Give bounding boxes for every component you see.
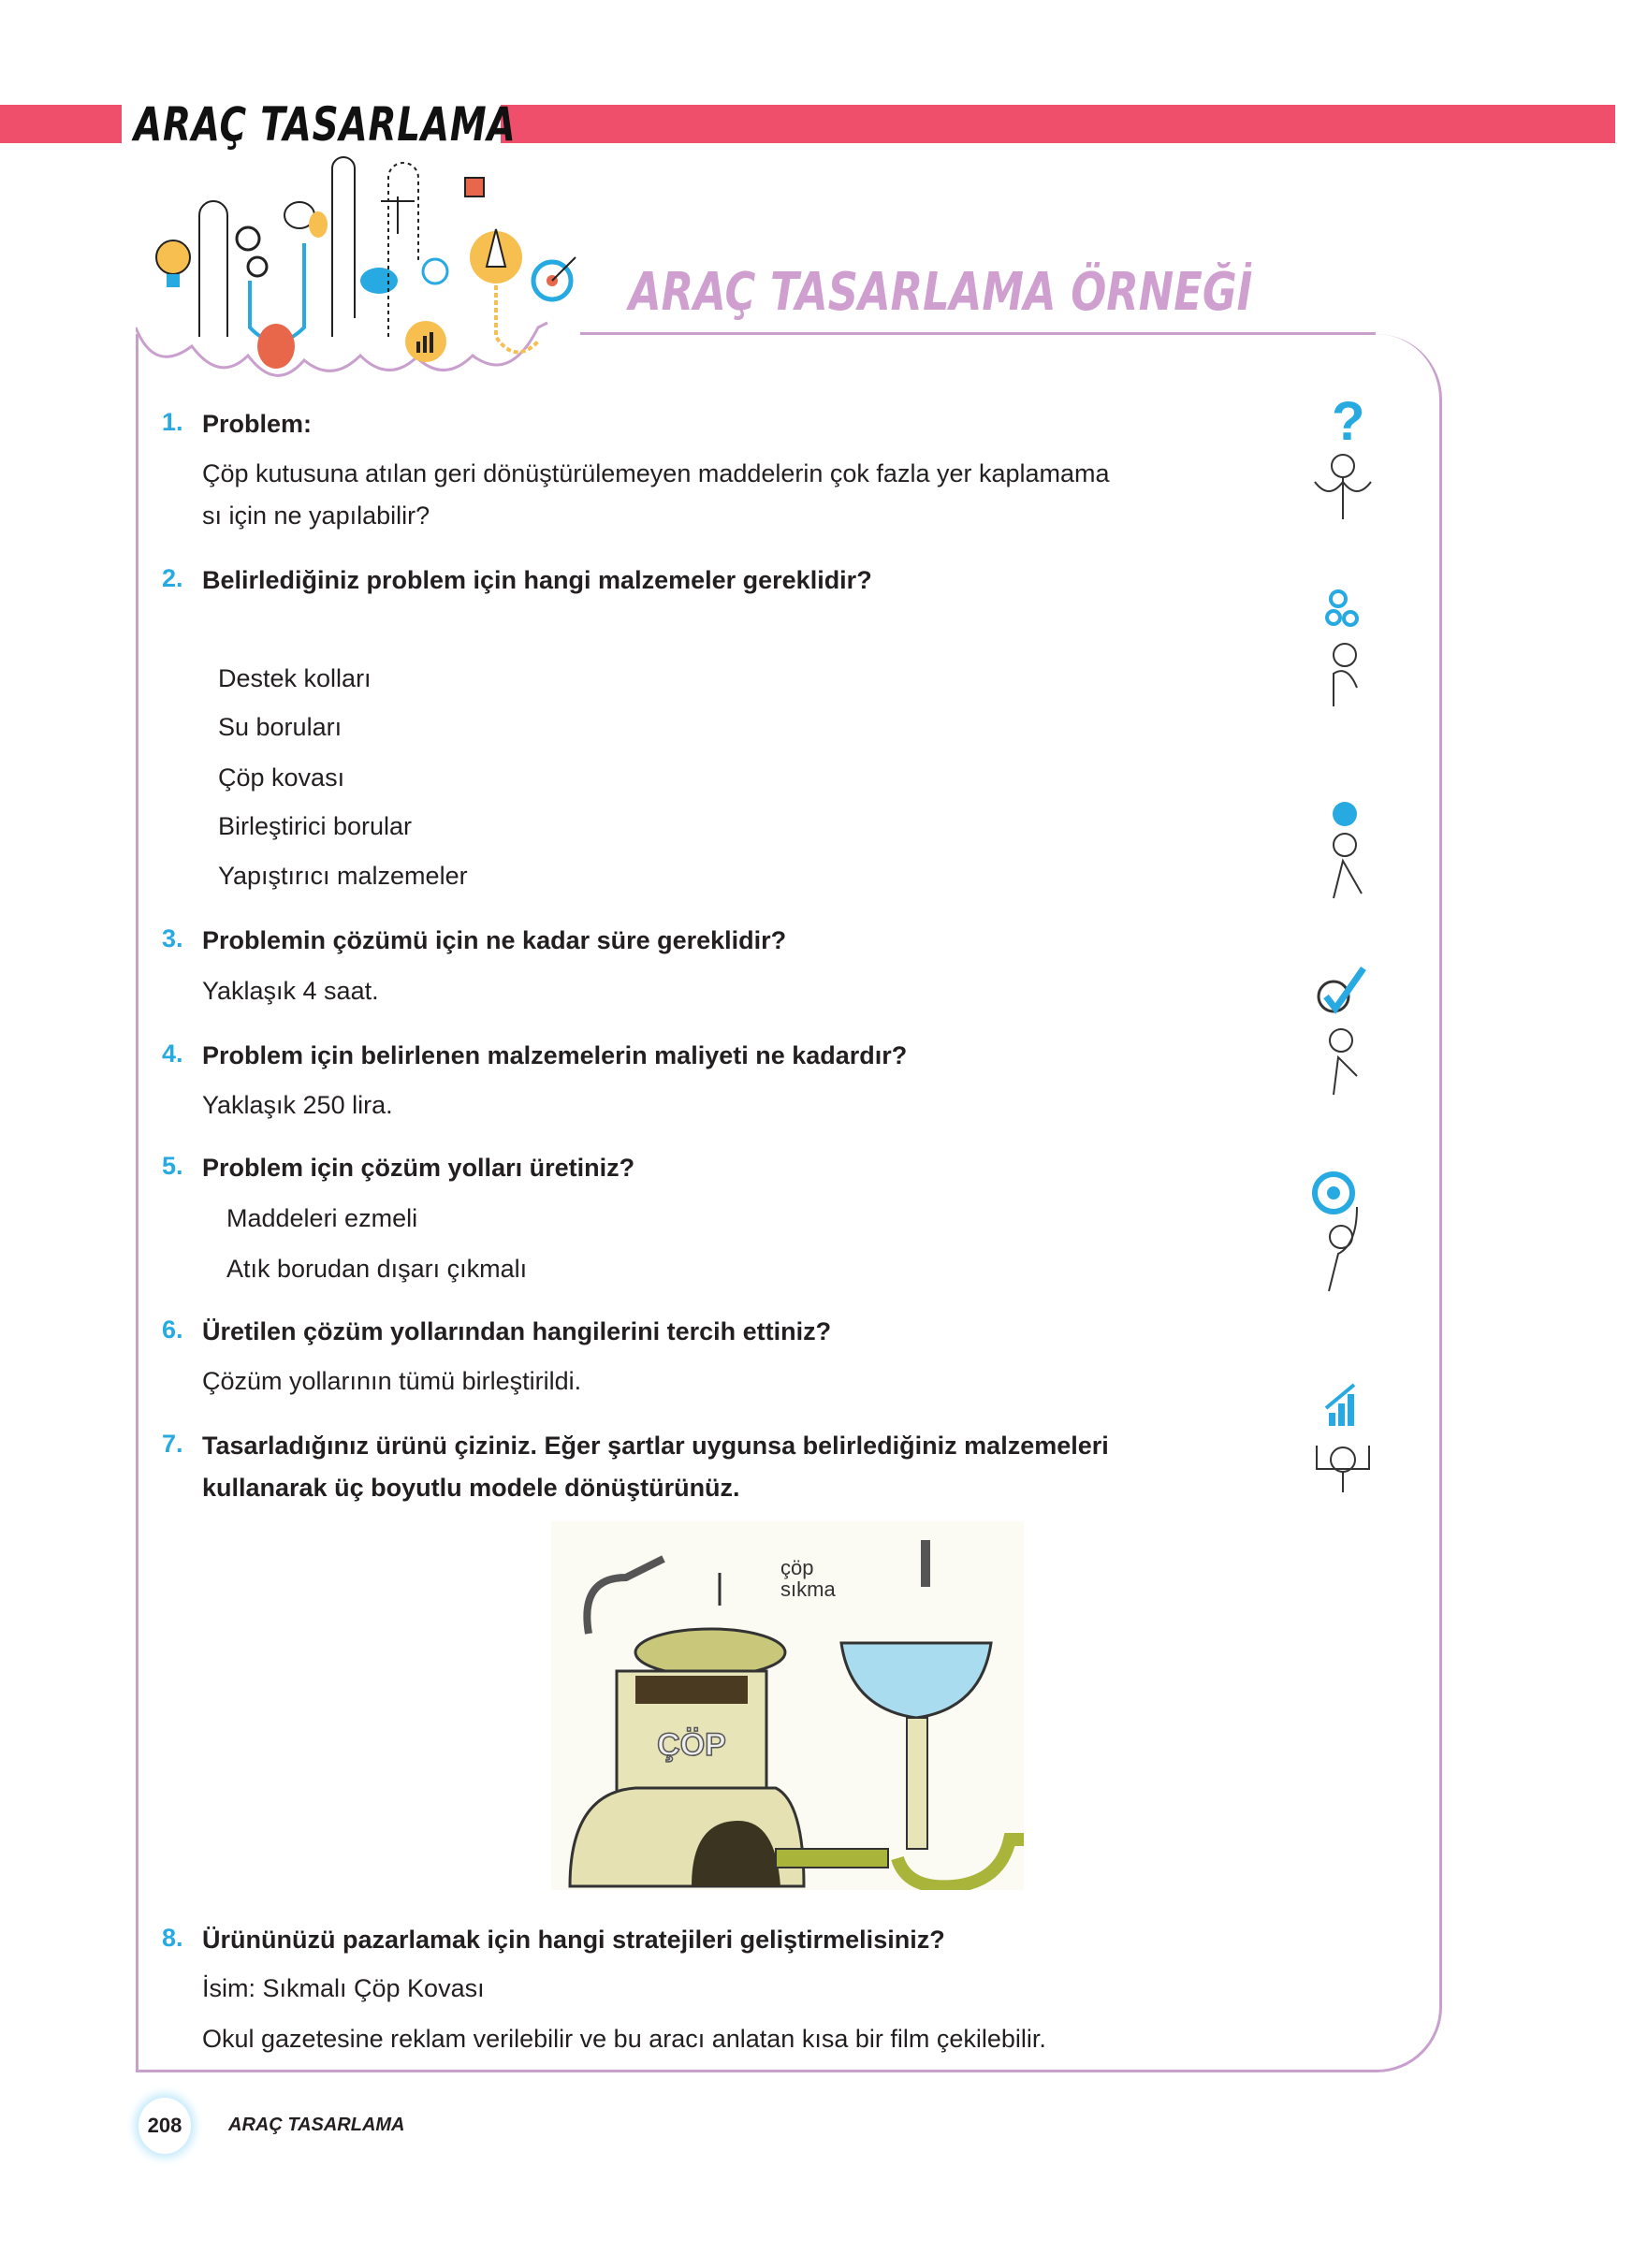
question-title: Belirlediğiniz problem için hangi malzemeler gereklidir? xyxy=(202,566,872,594)
question-title-line2: kullanarak üç boyutlu modele dönüştürünüz. xyxy=(202,1474,740,1502)
answer-text: sı için ne yapılabilir? xyxy=(202,502,430,530)
clock-thinker-icon xyxy=(1305,791,1380,912)
target-icon xyxy=(533,257,576,299)
header-bar-left xyxy=(0,105,122,143)
question-title: Üretilen çözüm yollarından hangilerini tercih ettiniz? xyxy=(202,1317,832,1345)
section-subtitle: ARAÇ TASARLAMA ÖRNEĞİ xyxy=(629,262,1253,323)
answer-text: İsim: Sıkmalı Çöp Kovası xyxy=(202,1974,485,2002)
answer-text: Çöp kutusuna atılan geri dönüştürülemeyen maddelerin çok fazla yer kaplamama xyxy=(202,459,1110,487)
question-number: 2. xyxy=(162,564,183,592)
material-item: Su boruları xyxy=(218,713,343,741)
lightbulb-icon xyxy=(156,240,190,287)
trash-compactor-drawing xyxy=(551,1521,1024,1890)
question-title: Problem için belirlenen malzemelerin maliyeti ne kadardır? xyxy=(202,1041,908,1069)
question-number: 1. xyxy=(162,408,183,436)
gears-thinker-icon xyxy=(1305,585,1380,716)
checkmark-thinker-icon xyxy=(1305,964,1380,1099)
page-number-text: 208 xyxy=(147,2114,182,2137)
question-title: Problem: xyxy=(202,410,313,438)
question-number: 7. xyxy=(162,1430,183,1458)
target-thinker-icon xyxy=(1305,1170,1380,1296)
rocket-icon xyxy=(470,229,522,284)
header-bar-right xyxy=(501,105,1615,143)
drawing-label-top: çöp xyxy=(780,1556,814,1579)
scale-icon xyxy=(381,196,415,234)
question-title: Ürününüzü pazarlamak için hangi stratejileri geliştirmelisiniz? xyxy=(202,1926,945,1954)
drawing-label-bottom: sıkma xyxy=(780,1577,836,1601)
question-number: 8. xyxy=(162,1924,183,1952)
bin-label: ÇÖP xyxy=(657,1727,726,1763)
svg-text:?: ? xyxy=(1332,393,1365,452)
question-number: 4. xyxy=(162,1040,183,1068)
chapter-title: ARAÇ TASARLAMA xyxy=(134,97,517,152)
question-number: 3. xyxy=(162,924,183,952)
question-title: Problem için çözüm yolları üretiniz? xyxy=(202,1154,635,1182)
cloud-icon xyxy=(360,268,398,294)
question-title: Tasarladığınız ürünü çiziniz. Eğer şartlar uygunsa belirlediğiniz malzemeleri xyxy=(202,1432,1109,1460)
gears-icon xyxy=(237,227,267,276)
answer-text: Yaklaşık 4 saat. xyxy=(202,977,379,1005)
question-number: 5. xyxy=(162,1152,183,1180)
checkbox-icon xyxy=(465,178,484,196)
question-title: Problemin çözümü için ne kadar süre gereklidir? xyxy=(202,926,787,954)
material-item: Birleştirici borular xyxy=(218,812,413,840)
answer-text: Çözüm yollarının tümü birleştirildi. xyxy=(202,1367,582,1395)
answer-text: Yaklaşık 250 lira. xyxy=(202,1091,393,1119)
solution-item: Atık borudan dışarı çıkmalı xyxy=(226,1255,528,1283)
question-thinker-icon xyxy=(1305,393,1380,524)
footer-section-title: ARAÇ TASARLAMA xyxy=(228,2115,405,2135)
page-number xyxy=(139,2098,191,2154)
material-item: Çöp kovası xyxy=(218,763,345,792)
answer-text: Okul gazetesine reklam verilebilir ve bu aracı anlatan kısa bir film çekilebilir. xyxy=(202,2025,1046,2053)
solution-item: Maddeleri ezmeli xyxy=(226,1204,418,1232)
material-item: Destek kolları xyxy=(218,664,372,692)
growth-chart-thinker-icon xyxy=(1305,1375,1380,1497)
question-number: 6. xyxy=(162,1316,183,1344)
clock-icon xyxy=(423,259,447,284)
material-item: Yapıştırıcı malzemeler xyxy=(218,862,468,890)
speech-bubble-icon xyxy=(284,202,328,238)
